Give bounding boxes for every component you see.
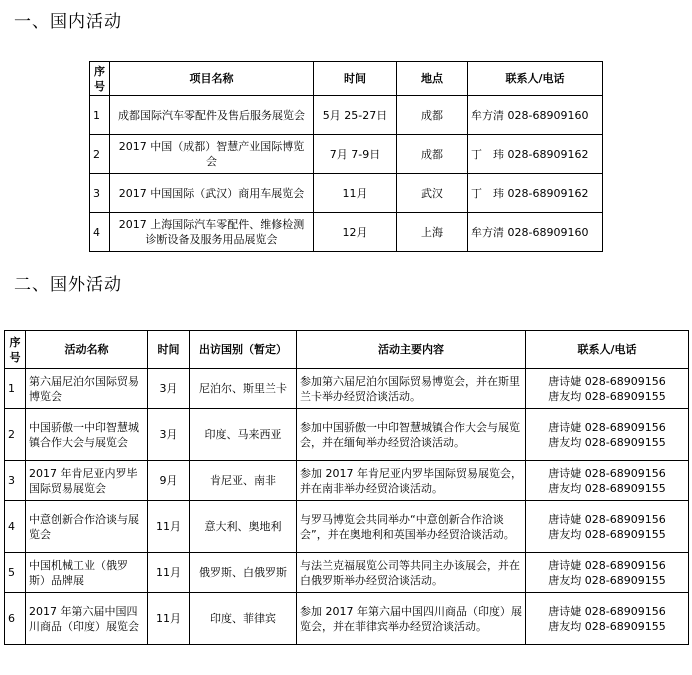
row-contact	[526, 593, 689, 645]
contact-line: 唐诗婕 028-68909156	[548, 420, 666, 434]
contact-line: 唐友均 028-68909155	[548, 573, 666, 587]
row-country: 尼泊尔、斯里兰卡	[190, 369, 297, 409]
row-country: 印度、马来西亚	[190, 409, 297, 461]
row-no: 4	[90, 213, 110, 252]
col-header-time: 时间	[148, 331, 190, 369]
row-contact: 牟方清 028-68909160	[468, 213, 603, 252]
row-time: 11月	[314, 174, 397, 213]
table-row	[90, 213, 603, 252]
row-no: 2	[5, 409, 26, 461]
row-contact	[526, 501, 689, 553]
table-row	[90, 135, 603, 174]
row-place: 成都	[397, 135, 468, 174]
contact-line: 唐友均 028-68909155	[548, 435, 666, 449]
row-time: 12月	[314, 213, 397, 252]
row-time: 11月	[148, 553, 190, 593]
contact-line: 唐诗婕 028-68909156	[548, 558, 666, 572]
row-name: 2017 中国国际（武汉）商用车展览会	[110, 174, 314, 213]
row-contact	[526, 461, 689, 501]
row-content: 参加 2017 年第六届中国四川商品（印度）展览会，并在菲律宾举办经贸洽谈活动。	[297, 593, 526, 645]
row-contact	[526, 369, 689, 409]
table-row	[90, 174, 603, 213]
row-time: 11月	[148, 593, 190, 645]
table-row	[5, 501, 689, 553]
row-name: 2017 年第六届中国四川商品（印度）展览会	[26, 593, 148, 645]
row-place: 成都	[397, 96, 468, 135]
row-place: 上海	[397, 213, 468, 252]
row-name: 成都国际汽车零配件及售后服务展览会	[110, 96, 314, 135]
row-content: 参加 2017 年肯尼亚内罗毕国际贸易展览会，并在南非举办经贸洽谈活动。	[297, 461, 526, 501]
col-header-name: 活动名称	[26, 331, 148, 369]
row-time: 7月 7-9日	[314, 135, 397, 174]
row-content: 与法兰克福展览公司等共同主办该展会，并在白俄罗斯举办经贸洽谈活动。	[297, 553, 526, 593]
contact-line: 唐诗婕 028-68909156	[548, 466, 666, 480]
col-header-no: 序号	[90, 62, 110, 96]
table-row	[90, 96, 603, 135]
row-country: 印度、菲律宾	[190, 593, 297, 645]
row-time: 3月	[148, 369, 190, 409]
row-country: 俄罗斯、白俄罗斯	[190, 553, 297, 593]
col-header-name: 项目名称	[110, 62, 314, 96]
contact-line: 唐友均 028-68909155	[548, 527, 666, 541]
row-country: 意大利、奥地利	[190, 501, 297, 553]
row-name: 中意创新合作洽谈与展览会	[26, 501, 148, 553]
col-header-time: 时间	[314, 62, 397, 96]
table-row	[5, 461, 689, 501]
contact-line: 唐友均 028-68909155	[548, 389, 666, 403]
row-name: 第六届尼泊尔国际贸易博览会	[26, 369, 148, 409]
contact-line: 唐诗婕 028-68909156	[548, 374, 666, 388]
overseas-heading: 二、国外活动	[14, 275, 122, 295]
row-contact	[526, 409, 689, 461]
row-time: 11月	[148, 501, 190, 553]
row-contact: 牟方清 028-68909160	[468, 96, 603, 135]
row-content: 参加第六届尼泊尔国际贸易博览会，并在斯里兰卡举办经贸洽谈活动。	[297, 369, 526, 409]
row-no: 6	[5, 593, 26, 645]
row-name: 2017 年肯尼亚内罗毕国际贸易展览会	[26, 461, 148, 501]
row-time: 3月	[148, 409, 190, 461]
row-no: 1	[5, 369, 26, 409]
col-header-content: 活动主要内容	[297, 331, 526, 369]
col-header-country: 出访国别（暂定）	[190, 331, 297, 369]
table-row	[5, 409, 689, 461]
table-row	[5, 553, 689, 593]
row-no: 2	[90, 135, 110, 174]
overseas-table	[4, 330, 689, 645]
table-header-row	[5, 331, 689, 369]
row-time: 5月 25-27日	[314, 96, 397, 135]
row-contact: 丁 玮 028-68909162	[468, 174, 603, 213]
row-contact	[526, 553, 689, 593]
row-place: 武汉	[397, 174, 468, 213]
row-name: 中国骄傲一中印智慧城镇合作大会与展览会	[26, 409, 148, 461]
contact-line: 唐诗婕 028-68909156	[548, 512, 666, 526]
contact-line: 唐友均 028-68909155	[548, 481, 666, 495]
row-no: 5	[5, 553, 26, 593]
row-content: 与罗马博览会共同举办“中意创新合作洽谈会”，并在奥地利和英国举办经贸洽谈活动。	[297, 501, 526, 553]
domestic-heading: 一、国内活动	[14, 12, 122, 32]
row-name: 2017 上海国际汽车零配件、维修检测诊断设备及服务用品展览会	[110, 213, 314, 252]
row-no: 3	[90, 174, 110, 213]
domestic-table	[89, 61, 603, 252]
row-contact: 丁 玮 028-68909162	[468, 135, 603, 174]
row-no: 1	[90, 96, 110, 135]
row-country: 肯尼亚、南非	[190, 461, 297, 501]
row-name: 中国机械工业（俄罗斯）品牌展	[26, 553, 148, 593]
col-header-contact: 联系人/电话	[468, 62, 603, 96]
contact-line: 唐诗婕 028-68909156	[548, 604, 666, 618]
row-name: 2017 中国（成都）智慧产业国际博览会	[110, 135, 314, 174]
col-header-contact: 联系人/电话	[526, 331, 689, 369]
row-time: 9月	[148, 461, 190, 501]
col-header-place: 地点	[397, 62, 468, 96]
table-row	[5, 593, 689, 645]
contact-line: 唐友均 028-68909155	[548, 619, 666, 633]
row-no: 3	[5, 461, 26, 501]
table-row	[5, 369, 689, 409]
table-header-row	[90, 62, 603, 96]
row-content: 参加中国骄傲一中印智慧城镇合作大会与展览会，并在缅甸举办经贸洽谈活动。	[297, 409, 526, 461]
row-no: 4	[5, 501, 26, 553]
col-header-no: 序号	[5, 331, 26, 369]
